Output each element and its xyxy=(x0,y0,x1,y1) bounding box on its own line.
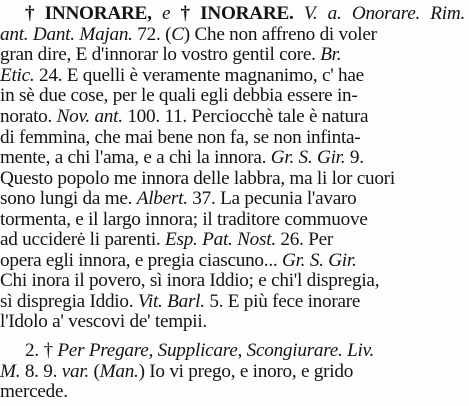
text-segment: 9. xyxy=(345,147,364,168)
text-segment: in sè due cose, per le quali egli debbia essere in- xyxy=(0,85,358,106)
text-segment: Chi inora il povero, sì inora Iddio; e chi'l dispregia, xyxy=(0,270,380,291)
entry-line xyxy=(0,312,207,333)
text-segment: l'Idolo a' vescovi de' tempii. xyxy=(0,311,207,332)
entry-line xyxy=(0,382,68,403)
text-segment: ( xyxy=(88,361,100,382)
text-segment: ad ucciderė li parenti. xyxy=(0,229,166,250)
entry-line xyxy=(0,169,395,190)
text-segment: mente, a chi l'ama, e a chi la innora. xyxy=(0,147,271,168)
italic-text-segment: C xyxy=(171,24,184,45)
entry-line xyxy=(0,66,364,87)
entry-line xyxy=(0,148,364,169)
italic-text-segment: Albert. xyxy=(136,188,188,209)
italic-text-segment: Vit. Barl. xyxy=(137,291,205,312)
text-segment: 100. 11. Perciocchè tale è natura xyxy=(122,106,369,127)
text-segment: mercede. xyxy=(0,381,68,402)
entry-line xyxy=(0,292,360,313)
headword-segment: † INNORARE, xyxy=(25,3,162,24)
text-segment: 8. 9. xyxy=(20,361,62,382)
italic-text-segment: Etic. xyxy=(0,65,35,86)
text-segment: gran dire, E d'innorar lo vostro gentil core. xyxy=(0,44,321,65)
text-segment: ) Io vi prego, e inoro, e grido xyxy=(138,361,354,382)
italic-text-segment: M. xyxy=(0,361,21,382)
italic-text-segment: e xyxy=(161,3,171,24)
entry-line xyxy=(0,251,357,272)
italic-text-segment: ant. Dant. Majan. xyxy=(0,24,133,45)
text-segment: Questo popolo me innora delle labbra, ma li lor cuori xyxy=(0,168,395,189)
text-segment: 2. † xyxy=(25,340,58,361)
italic-text-segment: Br. xyxy=(320,44,342,65)
italic-text-segment: Esp. Pat. Nost. xyxy=(165,229,276,250)
text-segment: 24. E quelli è veramente magnanimo, c' hae xyxy=(34,65,364,86)
text-segment: tormenta, e il largo innora; il traditore commuove xyxy=(0,209,368,230)
text-segment: 26. Per xyxy=(275,229,334,250)
entry-line xyxy=(0,45,341,66)
entry-line xyxy=(0,362,353,383)
text-segment: 5. E più fece inorare xyxy=(204,291,361,312)
italic-text-segment: Gr. S. Gir. xyxy=(270,147,346,168)
italic-text-segment: var. xyxy=(61,361,89,382)
text-segment: sono lungi da me. xyxy=(0,188,137,209)
text-segment: 72. ( xyxy=(132,24,172,45)
entry-line xyxy=(0,86,358,107)
italic-text-segment: Nov. ant. xyxy=(56,106,123,127)
text-segment: norato. xyxy=(0,106,57,127)
text-segment: ) Che non affreno di voler xyxy=(183,24,377,45)
entry-line xyxy=(0,25,377,46)
italic-text-segment: Gr. S. Gir. xyxy=(281,250,357,271)
entry-line xyxy=(25,341,374,362)
text-segment: 37. La pecunia l'avaro xyxy=(187,188,357,209)
italic-text-segment: V. a. Onorare. Rim. xyxy=(303,3,466,24)
entry-line xyxy=(0,271,379,292)
entry-line xyxy=(0,230,333,251)
headword-segment: † INORARE. xyxy=(170,3,304,24)
entry-line xyxy=(25,4,465,25)
entry-line xyxy=(0,128,360,149)
text-segment: sì dispregia Iddio. xyxy=(0,291,138,312)
entry-line xyxy=(0,189,356,210)
text-segment: opera egli innora, e pregia ciascuno... xyxy=(0,250,282,271)
text-segment: di femmina, che mai bene non fa, se non infinta- xyxy=(0,127,361,148)
entry-line xyxy=(0,210,368,231)
entry-line xyxy=(0,107,368,128)
italic-text-segment: Man. xyxy=(99,361,139,382)
italic-text-segment: Per Pregare, Supplicare, Scongiurare. Liv. xyxy=(57,340,375,361)
